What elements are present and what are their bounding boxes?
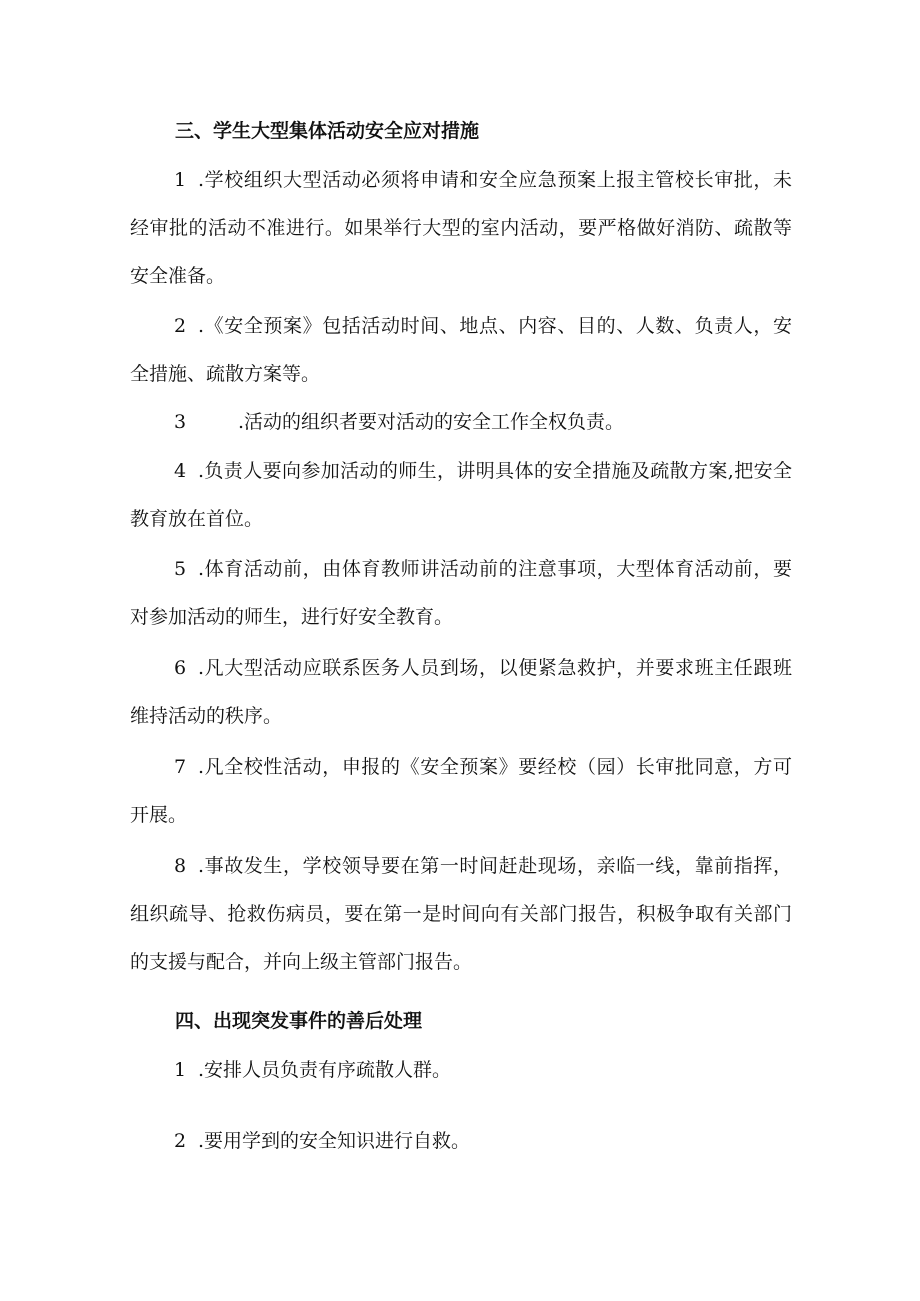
item-text: .安排人员负责有序疏散人群。 [198, 1059, 452, 1081]
item-number: 2 [174, 315, 187, 337]
section-4-item-2 [130, 1117, 792, 1165]
item-number: 1 [174, 169, 187, 191]
section-3-item-3 [130, 398, 792, 446]
item-text: .负责人要向参加活动的师生，讲明具体的安全措施及疏散方案,把安全教育放在首位。 [130, 460, 792, 530]
item-number: 5 [174, 558, 187, 580]
item-text: .凡大型活动应联系医务人员到场，以便紧急救护，并要求班主任跟班维持活动的秩序。 [130, 657, 792, 727]
section-3-item-8 [130, 842, 792, 986]
section-3-item-5 [130, 545, 792, 641]
section-4-item-1 [130, 1046, 792, 1094]
item-text: .体育活动前，由体育教师讲活动前的注意事项，大型体育活动前，要对参加活动的师生，进行好安全教育。 [130, 558, 792, 628]
section-3-heading: 三、学生大型集体活动安全应对措施 [175, 120, 480, 142]
item-number: 8 [174, 855, 187, 877]
section-3-item-6 [130, 644, 792, 740]
section-4-heading: 四、出现突发事件的善后处理 [175, 1010, 423, 1032]
item-text: .要用学到的安全知识进行自救。 [198, 1130, 471, 1152]
item-number: 1 [174, 1059, 187, 1081]
section-3-item-1 [130, 156, 792, 300]
item-text: .凡全校性活动，申报的《安全预案》要经校（园）长审批同意，方可开展。 [130, 756, 792, 826]
item-text: .事故发生，学校领导要在第一时间赶赴现场，亲临一线，靠前指挥，组织疏导、抢救伤病员，要在第一是时间向有关部门报告，积极争取有关部门的支援与配合，并向上级主管部门报告。 [130, 855, 792, 973]
item-text: .学校组织大型活动必须将申请和安全应急预案上报主管校长审批，未经审批的活动不准进行。如果举行大型的室内活动，要严格做好消防、疏散等安全准备。 [130, 169, 792, 287]
section-3-item-4 [130, 447, 792, 543]
item-number: 7 [174, 756, 187, 778]
item-number: 6 [174, 657, 187, 679]
item-number: 2 [174, 1130, 187, 1152]
item-number: 4 [174, 460, 187, 482]
section-3-item-7 [130, 743, 792, 839]
section-3-item-2 [130, 302, 792, 398]
item-text: .《安全预案》包括活动时间、地点、内容、目的、人数、负责人，安全措施、疏散方案等。 [130, 315, 792, 385]
item-text: .活动的组织者要对活动的安全工作全权负责。 [238, 411, 625, 433]
item-number: 3 [174, 411, 187, 433]
